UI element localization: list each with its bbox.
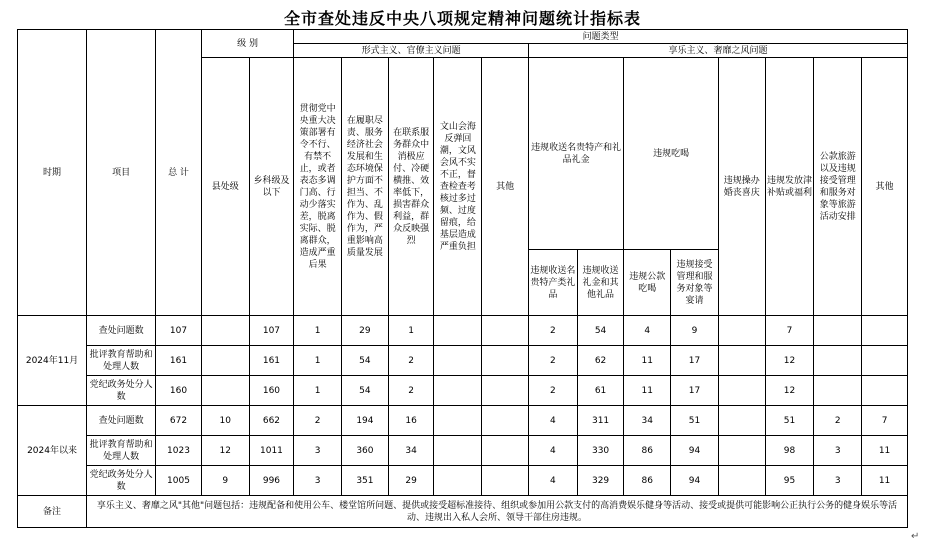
table-row [18,346,908,376]
note-label: 备注 [18,496,87,528]
h1a-cell: 4 [528,406,577,436]
f3-cell: 1 [388,316,434,346]
h2a-cell: 86 [624,466,671,496]
subsidies-header: 违规发放津补贴或福利 [765,58,814,316]
h2a-cell: 11 [624,376,671,406]
item-cell: 党纪政务处分人数 [87,376,156,406]
formalism-other-header: 其他 [482,58,529,316]
total-header: 总 计 [156,30,202,316]
h3-cell [718,406,765,436]
f-other-cell [482,466,529,496]
h2b-cell: 51 [671,406,719,436]
formalism-col-4: 文山会海反弹回潮，文风会风不实不正，督查检查考核过多过频、过度留痕，给基层造成严重负担 [434,58,482,316]
h-other-cell: 11 [862,466,908,496]
f4-cell [434,376,482,406]
h2a-cell: 86 [624,436,671,466]
total-cell: 672 [156,406,202,436]
township-cell: 996 [249,466,294,496]
total-cell: 161 [156,346,202,376]
h3-cell [718,376,765,406]
f2-cell: 351 [342,466,389,496]
h-other-cell: 7 [862,406,908,436]
f3-cell: 29 [388,466,434,496]
h-other-cell [862,316,908,346]
f2-cell: 194 [342,406,389,436]
h5-cell: 2 [814,406,862,436]
item-cell: 批评教育帮助和处理人数 [87,346,156,376]
h3-cell [718,466,765,496]
county-cell [201,316,249,346]
level-header: 级 别 [201,30,293,58]
h-other-cell [862,346,908,376]
f4-cell [434,466,482,496]
h1a-cell: 2 [528,376,577,406]
h4-cell: 51 [765,406,814,436]
county-cell: 9 [201,466,249,496]
f2-cell: 360 [342,436,389,466]
item-cell: 批评教育帮助和处理人数 [87,436,156,466]
h1a-cell: 2 [528,316,577,346]
h2a-cell: 11 [624,346,671,376]
h4-cell: 7 [765,316,814,346]
h1a-cell: 2 [528,346,577,376]
h3-cell [718,316,765,346]
h2b-cell: 17 [671,346,719,376]
county-cell: 10 [201,406,249,436]
h1a-cell: 4 [528,436,577,466]
f1-cell: 1 [294,376,342,406]
f-other-cell [482,316,529,346]
f4-cell [434,346,482,376]
f4-cell [434,316,482,346]
township-cell: 1011 [249,436,294,466]
total-cell: 107 [156,316,202,346]
county-cell [201,346,249,376]
f3-cell: 2 [388,376,434,406]
h3-cell [718,346,765,376]
h2b-cell: 17 [671,376,719,406]
h1b-cell: 61 [577,376,624,406]
h2a-cell: 4 [624,316,671,346]
table-row [18,436,908,466]
note-row [18,496,908,528]
dining-public-funds-header: 违规公款吃喝 [624,250,671,316]
formalism-col-3: 在联系服务群众中消极应付、冷硬横推、效率低下，损害群众利益，群众反映强烈 [388,58,434,316]
f3-cell: 16 [388,406,434,436]
h5-cell [814,376,862,406]
formalism-col-2: 在履职尽责、服务经济社会发展和生态环境保护方面不担当、不作为、乱作为、假作为，严重影响高质量发展 [342,58,389,316]
h3-cell [718,436,765,466]
gifts-header: 违规收送名贵特产和礼品礼金 [528,58,623,250]
f-other-cell [482,406,529,436]
formalism-header: 形式主义、官僚主义问题 [294,44,529,58]
hedonism-other-header: 其他 [862,58,908,316]
h4-cell: 12 [765,376,814,406]
township-cell: 160 [249,376,294,406]
f-other-cell [482,346,529,376]
statistics-table [17,29,908,528]
h1a-cell: 4 [528,466,577,496]
f4-cell [434,406,482,436]
table-row [18,466,908,496]
h1b-cell: 329 [577,466,624,496]
dining-header: 违规吃喝 [624,58,718,250]
township-cell: 662 [249,406,294,436]
h1b-cell: 330 [577,436,624,466]
f1-cell: 3 [294,466,342,496]
f2-cell: 29 [342,316,389,346]
township-level-header: 乡科级及以下 [249,58,294,316]
f1-cell: 3 [294,436,342,466]
township-cell: 161 [249,346,294,376]
item-cell: 党纪政务处分人数 [87,466,156,496]
table-row [18,376,908,406]
return-mark-icon: ↵ [911,531,920,542]
total-cell: 1023 [156,436,202,466]
gifts-money-header: 违规收送礼金和其他礼品 [577,250,624,316]
h2b-cell: 94 [671,436,719,466]
h4-cell: 98 [765,436,814,466]
item-cell: 查处问题数 [87,406,156,436]
h1b-cell: 311 [577,406,624,436]
weddings-funerals-header: 违规操办婚丧喜庆 [718,58,765,316]
h4-cell: 95 [765,466,814,496]
county-level-header: 县处级 [201,58,249,316]
county-cell: 12 [201,436,249,466]
f1-cell: 1 [294,346,342,376]
period-cell: 2024年以来 [18,406,87,496]
total-cell: 160 [156,376,202,406]
f3-cell: 34 [388,436,434,466]
h2a-cell: 34 [624,406,671,436]
township-cell: 107 [249,316,294,346]
h2b-cell: 9 [671,316,719,346]
h-other-cell [862,376,908,406]
county-cell [201,376,249,406]
item-cell: 查处问题数 [87,316,156,346]
period-header: 时期 [18,30,87,316]
h5-cell [814,346,862,376]
formalism-col-1: 贯彻党中央重大决策部署有令不行、有禁不止，或者表态多调门高、行动少落实差，脱离实际、脱离群众，造成严重后果 [294,58,342,316]
f2-cell: 54 [342,376,389,406]
h5-cell: 3 [814,466,862,496]
gifts-specialty-header: 违规收送名贵特产类礼品 [528,250,577,316]
h1b-cell: 62 [577,346,624,376]
note-text: 享乐主义、奢靡之风"其他"问题包括：违规配备和使用公车、楼堂馆所问题、提供或接受超标准接待、组织或参加用公款支付的高消费娱乐健身等活动、接受或提供可能影响公正执行公务的健身娱乐等活动、违规出入私人会所、领导干部住房违规。 [87,496,908,528]
f1-cell: 2 [294,406,342,436]
h4-cell: 12 [765,346,814,376]
travel-header: 公款旅游以及违规接受管理和服务对象等旅游活动安排 [814,58,862,316]
dining-banquet-header: 违规接受管理和服务对象等宴请 [671,250,719,316]
h2b-cell: 94 [671,466,719,496]
f-other-cell [482,376,529,406]
f1-cell: 1 [294,316,342,346]
period-cell: 2024年11月 [18,316,87,406]
hedonism-header: 享乐主义、奢靡之风问题 [528,44,907,58]
h1b-cell: 54 [577,316,624,346]
item-header: 项目 [87,30,156,316]
f3-cell: 2 [388,346,434,376]
f-other-cell [482,436,529,466]
f2-cell: 54 [342,346,389,376]
problem-type-header: 问题类型 [294,30,908,44]
total-cell: 1005 [156,466,202,496]
page-title: 全市查处违反中央八项规定精神问题统计指标表 [283,9,641,28]
f4-cell [434,436,482,466]
h-other-cell: 11 [862,436,908,466]
table-row [18,316,908,346]
table-row [18,406,908,436]
h5-cell [814,316,862,346]
h5-cell: 3 [814,436,862,466]
